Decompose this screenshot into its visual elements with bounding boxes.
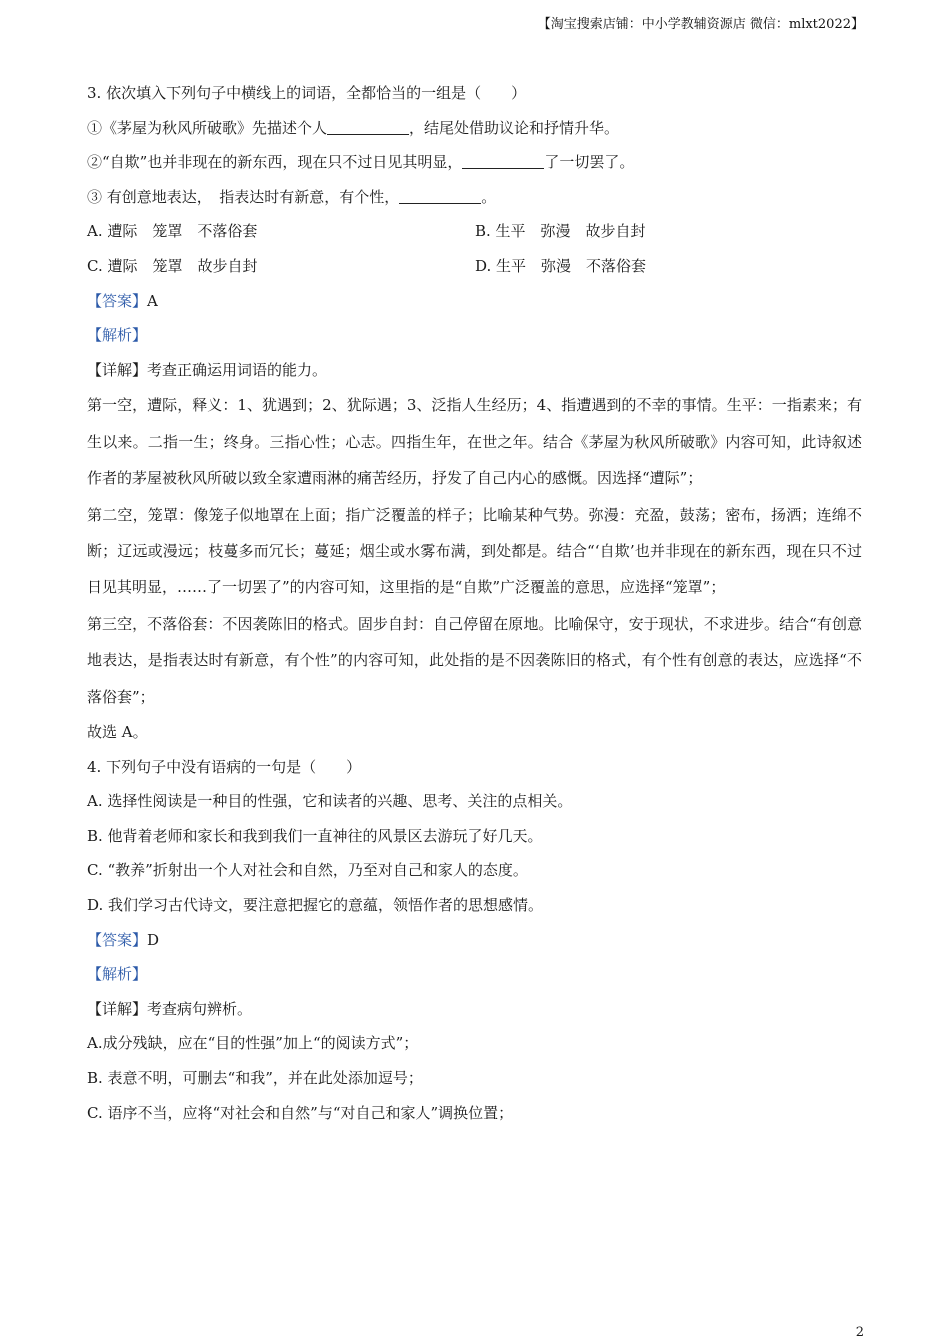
q3-conclusion: 故选 A。 [87, 723, 148, 741]
q4-option-b: B. 他背着老师和家长和我到我们一直神往的风景区去游玩了好几天。 [87, 826, 543, 845]
q3-analysis [87, 318, 862, 353]
q4-explanation-c: C. 语序不当，应将“对社会和自然”与“对自己和家人”调换位置； [87, 1103, 514, 1122]
analysis-tag: 【解析】 [87, 965, 148, 984]
q3-paragraph-1: 第一空，遭际，释义：1、犹遇到；2、犹际遇；3、泛指人生经历；4、指遭遇到的不幸的事情。生平：一指素来；有生以来。二指一生；终身。三指心性；心志。四指生年，在世之年。结合《茅屋为秋风所破歌》内容可知，此诗叙述作者的茅屋被秋风所破以致全家遭雨淋的痛苦经历，抒发了自己内心的感慨。因选择“遭际”； [87, 396, 862, 488]
q3-detail [87, 353, 862, 388]
q4-detail [87, 992, 862, 1027]
q3-options-row-2 [87, 249, 862, 284]
q3-sentence-1 [87, 111, 862, 146]
q4-option-c: C. “教养”折射出一个人对社会和自然，乃至对自己和家人的态度。 [87, 861, 528, 880]
answer-tag: 【答案】 [87, 930, 148, 949]
fill-blank [327, 118, 409, 135]
q3-s1-after: ，结尾处借助议论和抒情升华。 [409, 118, 620, 137]
q3-answer [87, 284, 862, 319]
answer-value: A [147, 291, 158, 310]
q3-s3-after: 。 [481, 187, 497, 206]
q3-s2-after: 了一切罢了。 [544, 153, 635, 172]
q4-explanation-b: B. 表意不明，可删去“和我”，并在此处添加逗号； [87, 1068, 423, 1087]
page-header: 【淘宝搜索店铺：中小学教辅资源店 微信：mlxt2022】 [537, 17, 864, 32]
q4-option-a: A. 选择性阅读是一种目的性强，它和读者的兴趣、思考、关注的点相关。 [87, 792, 573, 811]
document-body [87, 76, 862, 1130]
q3-option-b: B. 生平 弥漫 故步自封 [475, 222, 646, 241]
q3-paragraph-3: 第三空，不落俗套：不因袭陈旧的格式。固步自封：自己停留在原地。比喻保守，安于现状，不求进步。结合“有创意地表达，是指表达时有新意，有个性”的内容可知，此处指的是不因袭陈旧的格式，有个性有创意的表达，应选择“不落俗套”； [87, 614, 862, 706]
q3-option-a: A. 遭际 笼罩 不落俗套 [87, 222, 258, 241]
detail-intro: 考查正确运用词语的能力。 [147, 360, 328, 379]
q3-s3-before: ③ 有创意地表达， 指表达时有新意，有个性， [87, 187, 400, 206]
q4-answer [87, 923, 862, 958]
q4-stem: 4. 下列句子中没有语病的一句是（ ） [87, 757, 362, 776]
q4-option-d: D. 我们学习古代诗文，要注意把握它的意蕴，领悟作者的思想感情。 [87, 895, 544, 914]
q3-options-row-1 [87, 214, 862, 249]
q3-s1-before: ①《茅屋为秋风所破歌》先描述个人 [87, 118, 328, 137]
q3-s2-before: ②“自欺”也并非现在的新东西，现在只不过日见其明显， [87, 153, 463, 172]
answer-tag: 【答案】 [87, 291, 148, 310]
fill-blank [399, 187, 481, 204]
q3-option-c: C. 遭际 笼罩 故步自封 [87, 256, 258, 275]
q3-option-d: D. 生平 弥漫 不落俗套 [475, 256, 647, 275]
analysis-tag: 【解析】 [87, 326, 148, 345]
q3-stem: 3. 依次填入下列句子中横线上的词语，全都恰当的一组是（ ） [87, 84, 527, 102]
q4-analysis [87, 957, 862, 992]
q3-paragraph-2: 第二空，笼罩：像笼子似地罩在上面；指广泛覆盖的样子；比喻某种气势。弥漫：充盈，鼓荡；密布，扬洒；连绵不断；辽远或漫远；枝蔓多而冗长；蔓延；烟尘或水雾布满，到处都是。结合“‘自欺’也并非现在的新东西，现在只不过日见其明显，……了一切罢了”的内容可知，这里指的是“自欺”广泛覆盖的意思，应选择“笼罩”； [87, 505, 862, 597]
detail-tag: 【详解】 [87, 360, 148, 379]
page-number: 2 [855, 1325, 864, 1340]
detail-tag: 【详解】 [87, 999, 148, 1018]
q3-sentence-3 [87, 180, 862, 215]
detail-intro: 考查病句辨析。 [147, 999, 253, 1018]
q4-explanation-a: A.成分残缺，应在“目的性强”加上“的阅读方式”； [87, 1034, 419, 1053]
answer-value: D [147, 930, 160, 949]
q3-sentence-2 [87, 145, 862, 180]
fill-blank [462, 152, 544, 169]
